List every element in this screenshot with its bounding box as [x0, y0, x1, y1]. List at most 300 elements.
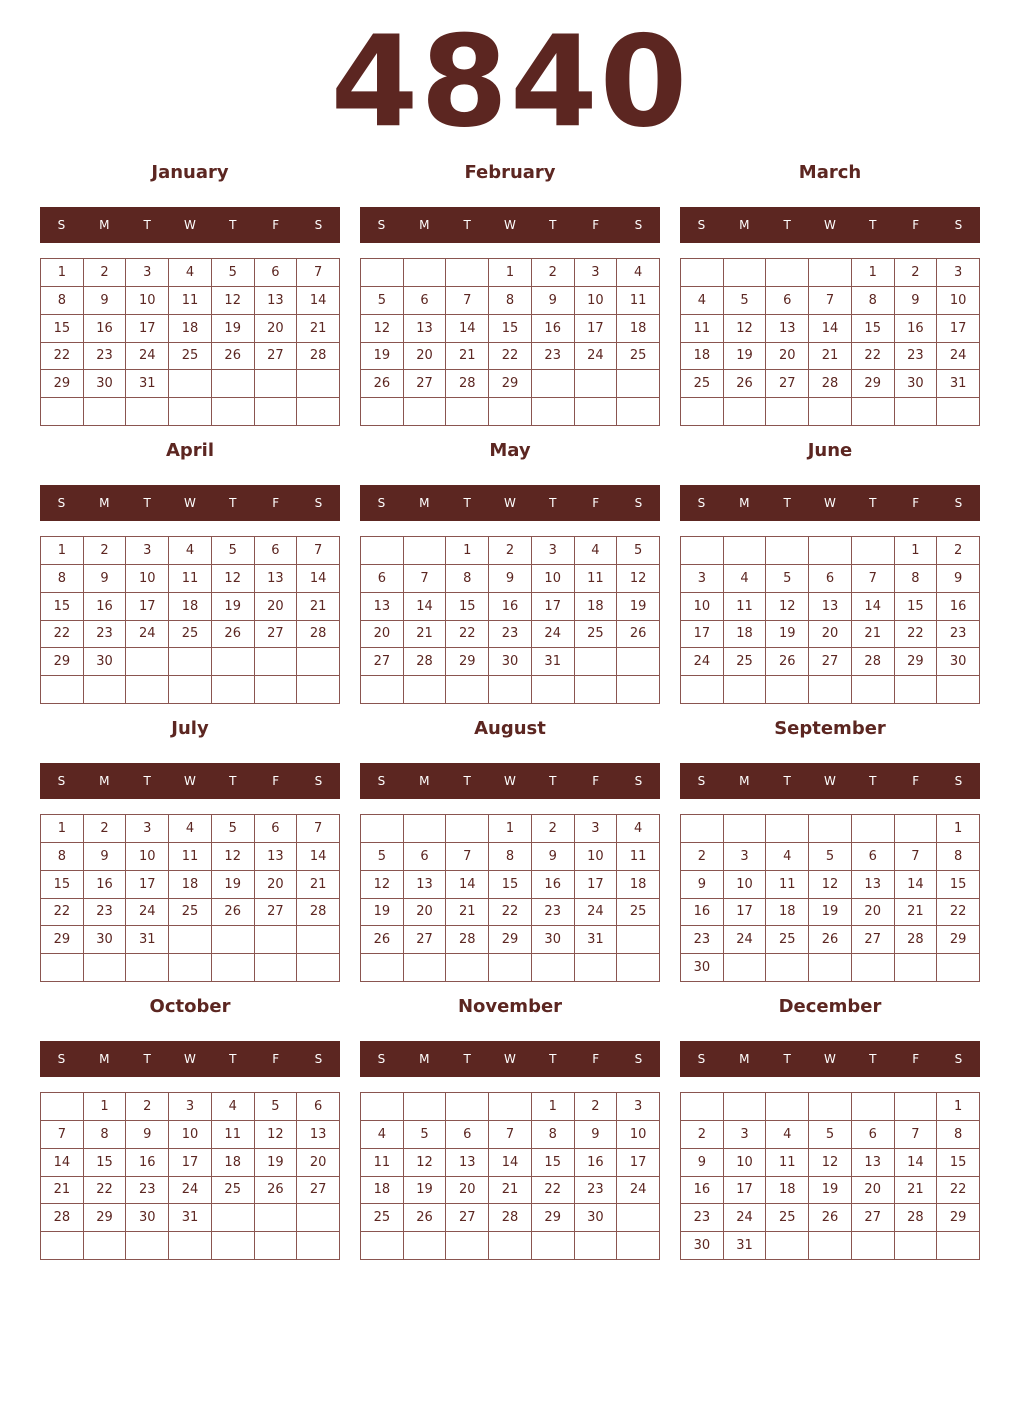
empty-cell [361, 1093, 404, 1121]
day-cell: 31 [169, 1204, 212, 1232]
weekday-label: S [954, 774, 963, 788]
weekday-label: T [549, 774, 557, 788]
weekday-label: T [463, 496, 471, 510]
day-grid [40, 536, 340, 704]
empty-cell [84, 676, 127, 704]
weekday-label: F [912, 774, 920, 788]
day-cell: 22 [489, 899, 532, 927]
month-name: October [149, 996, 231, 1017]
day-cell: 21 [809, 343, 852, 371]
day-grid [40, 814, 340, 982]
day-cell: 15 [41, 871, 84, 899]
empty-cell [255, 648, 298, 676]
day-cell: 1 [41, 259, 84, 287]
day-cell: 19 [361, 343, 404, 371]
day-cell: 18 [169, 871, 212, 899]
day-cell: 29 [895, 648, 938, 676]
day-cell: 3 [575, 259, 618, 287]
month-name: January [151, 162, 229, 183]
day-cell: 2 [532, 259, 575, 287]
weekday-label: W [184, 774, 196, 788]
empty-cell [852, 1093, 895, 1121]
day-cell: 29 [41, 926, 84, 954]
empty-cell [41, 398, 84, 426]
day-cell: 15 [489, 871, 532, 899]
empty-cell [446, 954, 489, 982]
day-cell: 16 [575, 1149, 618, 1177]
day-cell: 15 [41, 315, 84, 343]
empty-cell [724, 398, 767, 426]
empty-cell [361, 1232, 404, 1260]
day-cell: 6 [852, 843, 895, 871]
weekday-label: S [57, 774, 66, 788]
day-cell: 1 [937, 815, 980, 843]
empty-cell [617, 676, 660, 704]
day-cell: 16 [532, 871, 575, 899]
day-cell: 2 [489, 537, 532, 565]
empty-cell [937, 676, 980, 704]
weekday-label: F [272, 1052, 280, 1066]
day-cell: 23 [575, 1177, 618, 1205]
empty-cell [446, 1232, 489, 1260]
empty-cell [724, 1093, 767, 1121]
empty-cell [297, 398, 340, 426]
weekday-header [40, 1041, 340, 1077]
weekday-label: F [272, 218, 280, 232]
weekday-label: W [504, 1052, 516, 1066]
day-cell: 20 [297, 1149, 340, 1177]
day-cell: 19 [809, 1177, 852, 1205]
day-cell: 10 [724, 1149, 767, 1177]
day-grid [360, 258, 660, 426]
day-grid [680, 536, 980, 704]
weekday-label: S [954, 1052, 963, 1066]
weekday-label: T [549, 1052, 557, 1066]
day-cell: 31 [724, 1232, 767, 1260]
empty-cell [126, 954, 169, 982]
weekday-label: T [143, 218, 151, 232]
day-cell: 23 [532, 899, 575, 927]
empty-cell [404, 1093, 447, 1121]
weekday-label: S [57, 218, 66, 232]
empty-cell [41, 676, 84, 704]
day-cell: 27 [404, 370, 447, 398]
empty-cell [809, 676, 852, 704]
empty-cell [895, 676, 938, 704]
empty-cell [489, 1232, 532, 1260]
day-cell: 25 [617, 343, 660, 371]
month-name: September [774, 718, 886, 739]
day-cell: 10 [681, 593, 724, 621]
day-cell: 24 [617, 1177, 660, 1205]
empty-cell [212, 954, 255, 982]
day-cell: 15 [489, 315, 532, 343]
weekday-label: M [99, 218, 110, 232]
day-cell: 3 [617, 1093, 660, 1121]
day-cell: 7 [446, 287, 489, 315]
day-cell: 10 [532, 565, 575, 593]
day-cell: 30 [681, 1232, 724, 1260]
empty-cell [724, 537, 767, 565]
day-cell: 2 [681, 843, 724, 871]
weekday-header [40, 485, 340, 521]
empty-cell [809, 537, 852, 565]
day-cell: 11 [361, 1149, 404, 1177]
day-cell: 19 [766, 621, 809, 649]
day-cell: 11 [681, 315, 724, 343]
empty-cell [489, 954, 532, 982]
day-cell: 23 [126, 1177, 169, 1205]
day-cell: 11 [766, 871, 809, 899]
day-cell: 1 [84, 1093, 127, 1121]
weekday-label: S [634, 1052, 643, 1066]
empty-cell [575, 370, 618, 398]
day-cell: 30 [84, 370, 127, 398]
day-cell: 27 [361, 648, 404, 676]
empty-cell [575, 1232, 618, 1260]
month-name: May [489, 440, 531, 461]
day-cell: 13 [404, 315, 447, 343]
weekday-label: S [634, 774, 643, 788]
day-cell: 10 [724, 871, 767, 899]
day-cell: 22 [852, 343, 895, 371]
day-cell: 26 [212, 343, 255, 371]
empty-cell [126, 676, 169, 704]
day-cell: 1 [532, 1093, 575, 1121]
day-cell: 18 [617, 871, 660, 899]
weekday-label: W [504, 496, 516, 510]
day-cell: 19 [617, 593, 660, 621]
weekday-label: M [739, 218, 750, 232]
empty-cell [937, 954, 980, 982]
empty-cell [895, 1093, 938, 1121]
day-cell: 31 [532, 648, 575, 676]
day-cell: 28 [41, 1204, 84, 1232]
day-cell: 21 [489, 1177, 532, 1205]
weekday-label: T [143, 774, 151, 788]
day-cell: 4 [766, 1121, 809, 1149]
day-cell: 29 [937, 926, 980, 954]
empty-cell [297, 1204, 340, 1232]
day-cell: 25 [617, 899, 660, 927]
day-cell: 27 [404, 926, 447, 954]
empty-cell [532, 398, 575, 426]
day-cell: 16 [84, 871, 127, 899]
day-cell: 20 [255, 871, 298, 899]
day-cell: 14 [297, 843, 340, 871]
day-cell: 10 [126, 843, 169, 871]
day-cell: 1 [852, 259, 895, 287]
day-cell: 3 [126, 259, 169, 287]
day-cell: 12 [361, 315, 404, 343]
weekday-label: F [592, 218, 600, 232]
day-cell: 30 [489, 648, 532, 676]
day-cell: 8 [446, 565, 489, 593]
day-cell: 21 [41, 1177, 84, 1205]
day-cell: 3 [724, 843, 767, 871]
day-cell: 6 [361, 565, 404, 593]
weekday-label: S [314, 218, 323, 232]
day-cell: 24 [681, 648, 724, 676]
day-cell: 26 [766, 648, 809, 676]
weekday-label: T [143, 496, 151, 510]
day-cell: 10 [575, 287, 618, 315]
day-cell: 20 [766, 343, 809, 371]
day-cell: 7 [895, 1121, 938, 1149]
day-cell: 14 [489, 1149, 532, 1177]
day-grid [680, 258, 980, 426]
day-cell: 10 [126, 287, 169, 315]
weekday-header [360, 207, 660, 243]
empty-cell [766, 398, 809, 426]
day-cell: 24 [126, 899, 169, 927]
empty-cell [446, 815, 489, 843]
weekday-label: F [912, 218, 920, 232]
weekday-label: T [463, 774, 471, 788]
day-cell: 22 [41, 899, 84, 927]
day-cell: 2 [575, 1093, 618, 1121]
weekday-label: S [314, 1052, 323, 1066]
day-cell: 28 [489, 1204, 532, 1232]
weekday-label: T [783, 774, 791, 788]
day-grid [680, 1092, 980, 1260]
day-cell: 25 [681, 370, 724, 398]
day-cell: 17 [169, 1149, 212, 1177]
empty-cell [212, 398, 255, 426]
day-cell: 24 [724, 1204, 767, 1232]
day-cell: 26 [809, 1204, 852, 1232]
day-cell: 23 [681, 1204, 724, 1232]
empty-cell [255, 926, 298, 954]
day-cell: 8 [489, 287, 532, 315]
day-cell: 6 [446, 1121, 489, 1149]
month-name: February [464, 162, 556, 183]
day-cell: 24 [532, 621, 575, 649]
empty-cell [297, 370, 340, 398]
empty-cell [297, 1232, 340, 1260]
day-cell: 13 [446, 1149, 489, 1177]
day-cell: 24 [724, 926, 767, 954]
day-cell: 12 [766, 593, 809, 621]
day-cell: 25 [169, 343, 212, 371]
month-name: November [457, 996, 563, 1017]
day-cell: 28 [446, 926, 489, 954]
day-cell: 26 [255, 1177, 298, 1205]
empty-cell [617, 954, 660, 982]
day-cell: 21 [446, 899, 489, 927]
day-cell: 4 [617, 815, 660, 843]
day-cell: 1 [446, 537, 489, 565]
day-cell: 12 [212, 565, 255, 593]
empty-cell [41, 1232, 84, 1260]
empty-cell [446, 676, 489, 704]
day-cell: 26 [212, 621, 255, 649]
empty-cell [724, 815, 767, 843]
weekday-label: F [272, 496, 280, 510]
weekday-header [360, 485, 660, 521]
day-cell: 25 [724, 648, 767, 676]
day-cell: 14 [809, 315, 852, 343]
empty-cell [84, 398, 127, 426]
day-cell: 14 [297, 565, 340, 593]
empty-cell [297, 676, 340, 704]
day-cell: 16 [937, 593, 980, 621]
day-cell: 8 [895, 565, 938, 593]
day-cell: 22 [41, 621, 84, 649]
empty-cell [126, 398, 169, 426]
weekday-header [40, 207, 340, 243]
day-cell: 8 [489, 843, 532, 871]
day-cell: 19 [212, 315, 255, 343]
empty-cell [361, 398, 404, 426]
empty-cell [169, 1232, 212, 1260]
month-name: July [171, 718, 209, 739]
day-cell: 17 [575, 315, 618, 343]
day-cell: 25 [169, 621, 212, 649]
day-cell: 13 [297, 1121, 340, 1149]
day-cell: 20 [404, 343, 447, 371]
day-cell: 7 [446, 843, 489, 871]
day-cell: 14 [446, 871, 489, 899]
day-cell: 9 [681, 871, 724, 899]
day-cell: 11 [169, 287, 212, 315]
day-cell: 28 [809, 370, 852, 398]
day-cell: 10 [126, 565, 169, 593]
empty-cell [297, 648, 340, 676]
day-cell: 29 [84, 1204, 127, 1232]
day-cell: 15 [532, 1149, 575, 1177]
day-cell: 14 [404, 593, 447, 621]
empty-cell [361, 259, 404, 287]
empty-cell [724, 676, 767, 704]
day-cell: 28 [404, 648, 447, 676]
day-cell: 20 [404, 899, 447, 927]
empty-cell [724, 954, 767, 982]
weekday-label: F [272, 774, 280, 788]
empty-cell [617, 926, 660, 954]
day-cell: 30 [937, 648, 980, 676]
weekday-label: T [869, 496, 877, 510]
empty-cell [404, 537, 447, 565]
day-cell: 28 [895, 926, 938, 954]
day-cell: 11 [617, 843, 660, 871]
day-cell: 13 [404, 871, 447, 899]
empty-cell [809, 398, 852, 426]
empty-cell [617, 398, 660, 426]
day-cell: 19 [212, 871, 255, 899]
day-cell: 19 [212, 593, 255, 621]
empty-cell [212, 926, 255, 954]
empty-cell [681, 398, 724, 426]
day-cell: 18 [681, 343, 724, 371]
empty-cell [84, 954, 127, 982]
day-cell: 1 [489, 815, 532, 843]
day-cell: 4 [575, 537, 618, 565]
day-cell: 5 [617, 537, 660, 565]
day-cell: 23 [84, 899, 127, 927]
empty-cell [617, 1232, 660, 1260]
day-cell: 8 [532, 1121, 575, 1149]
weekday-label: W [824, 218, 836, 232]
weekday-label: W [504, 774, 516, 788]
day-cell: 29 [489, 926, 532, 954]
weekday-label: S [697, 1052, 706, 1066]
weekday-label: T [783, 1052, 791, 1066]
day-cell: 4 [169, 259, 212, 287]
weekday-label: T [229, 496, 237, 510]
empty-cell [489, 1093, 532, 1121]
empty-cell [809, 1232, 852, 1260]
day-grid [360, 814, 660, 982]
weekday-label: S [57, 496, 66, 510]
day-cell: 28 [852, 648, 895, 676]
day-cell: 28 [446, 370, 489, 398]
day-cell: 2 [126, 1093, 169, 1121]
empty-cell [169, 398, 212, 426]
day-cell: 13 [852, 1149, 895, 1177]
empty-cell [297, 926, 340, 954]
month-name: June [807, 440, 853, 461]
day-cell: 17 [126, 871, 169, 899]
day-cell: 15 [84, 1149, 127, 1177]
day-cell: 18 [724, 621, 767, 649]
day-cell: 31 [575, 926, 618, 954]
day-cell: 30 [681, 954, 724, 982]
day-cell: 10 [617, 1121, 660, 1149]
weekday-label: W [184, 218, 196, 232]
day-cell: 21 [404, 621, 447, 649]
day-cell: 4 [361, 1121, 404, 1149]
day-cell: 27 [852, 926, 895, 954]
day-cell: 28 [297, 899, 340, 927]
day-cell: 26 [361, 370, 404, 398]
day-cell: 29 [446, 648, 489, 676]
empty-cell [361, 954, 404, 982]
empty-cell [126, 648, 169, 676]
empty-cell [532, 370, 575, 398]
day-grid [40, 1092, 340, 1260]
weekday-label: F [912, 1052, 920, 1066]
day-cell: 29 [41, 370, 84, 398]
weekday-label: M [99, 1052, 110, 1066]
day-cell: 19 [404, 1177, 447, 1205]
weekday-label: W [824, 774, 836, 788]
empty-cell [617, 648, 660, 676]
day-cell: 24 [575, 899, 618, 927]
day-cell: 23 [489, 621, 532, 649]
day-cell: 6 [404, 287, 447, 315]
weekday-header [360, 1041, 660, 1077]
day-cell: 13 [255, 565, 298, 593]
day-cell: 31 [126, 370, 169, 398]
day-cell: 4 [169, 537, 212, 565]
day-cell: 5 [809, 1121, 852, 1149]
day-cell: 19 [255, 1149, 298, 1177]
weekday-label: S [634, 218, 643, 232]
day-cell: 1 [895, 537, 938, 565]
weekday-label: S [314, 774, 323, 788]
empty-cell [212, 370, 255, 398]
day-cell: 12 [809, 1149, 852, 1177]
day-cell: 13 [255, 287, 298, 315]
day-cell: 7 [852, 565, 895, 593]
empty-cell [169, 926, 212, 954]
day-cell: 29 [489, 370, 532, 398]
empty-cell [361, 815, 404, 843]
day-cell: 3 [169, 1093, 212, 1121]
weekday-label: M [739, 774, 750, 788]
empty-cell [84, 1232, 127, 1260]
